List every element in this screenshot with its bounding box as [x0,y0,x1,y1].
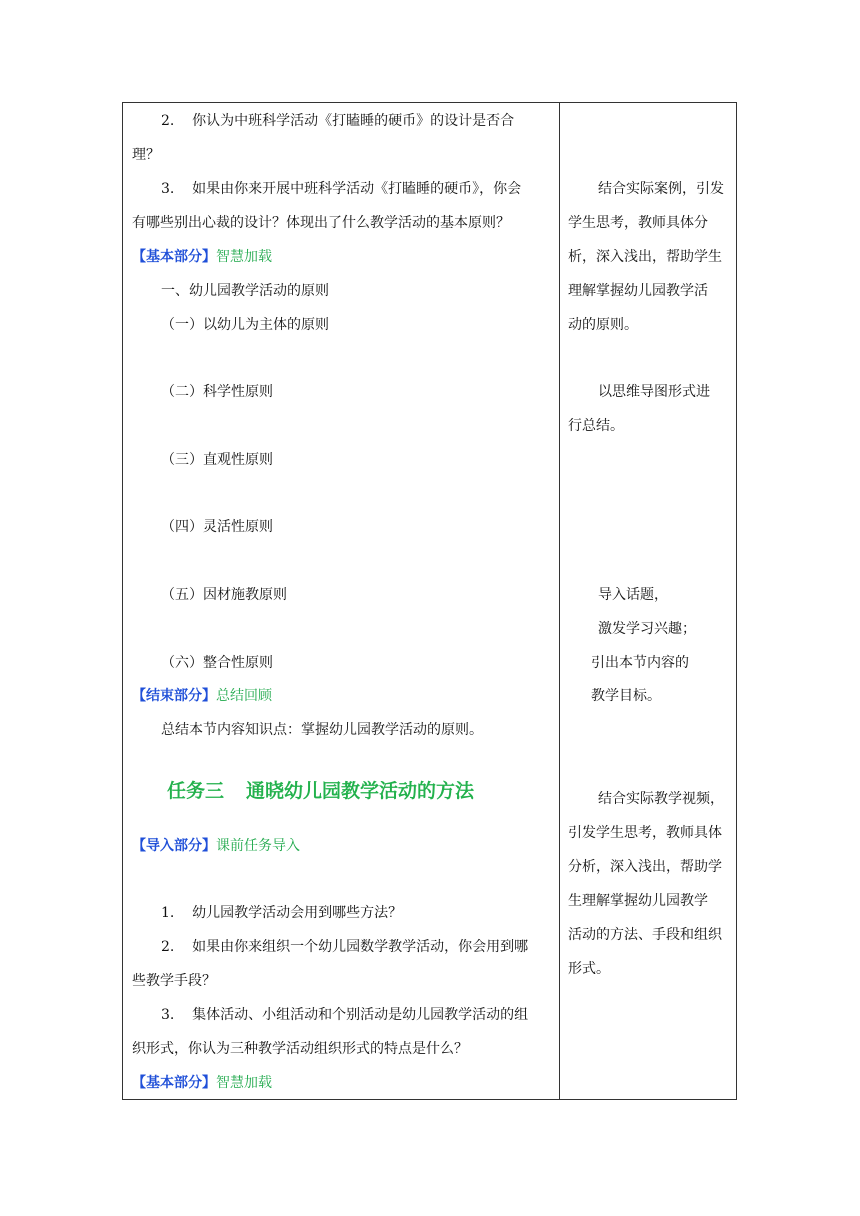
note-1-line-5: 动的原则。 [568,317,638,333]
question-3-line-1: 3. 如果由你来开展中班科学活动《打瞌睡的硬币》，你会 [161,181,522,197]
section-basic-2-label: 智慧加载 [216,1075,272,1091]
column-divider [559,103,560,1099]
method-question-2-line-1: 2. 如果由你来组织一个幼儿园数学教学活动，你会用到哪 [161,939,529,955]
section-basic-2 [132,1073,272,1093]
method-question-3-line-2: 织形式，你认为三种教学活动组织形式的特点是什么？ [132,1041,468,1057]
summary-text: 总结本节内容知识点：掌握幼儿园教学活动的原则。 [161,722,483,738]
note-3-line-2: 激发学习兴趣； [598,621,696,637]
note-4-line-5: 活动的方法、手段和组织 [568,927,722,943]
note-4-line-6: 形式。 [568,961,610,977]
section-intro-bracket: 【导入部分】 [132,838,216,854]
principle-5: （五）因材施教原则 [161,587,287,603]
task-heading [167,776,474,803]
principle-2: （二）科学性原则 [161,384,273,400]
note-1-line-2: 学生思考，教师具体分 [568,215,708,231]
question-3-line-2: 有哪些别出心裁的设计？体现出了什么教学活动的基本原则？ [132,215,510,231]
note-4-line-4: 生理解掌握幼儿园教学 [568,893,708,909]
method-question-1: 1. 幼儿园教学活动会用到哪些方法？ [161,905,403,921]
note-1-line-4: 理解掌握幼儿园教学活 [568,283,708,299]
task-heading-title: 通晓幼儿园教学活动的方法 [246,780,475,802]
principle-1: （一）以幼儿为主体的原则 [161,317,329,333]
section-basic-1-bracket: 【基本部分】 [132,249,216,265]
note-1-line-1: 结合实际案例，引发 [598,181,724,197]
question-2-line-2: 理？ [132,147,160,163]
lesson-plan-table [122,102,737,1100]
note-4-line-3: 分析，深入浅出，帮助学 [568,859,722,875]
note-2-line-2: 行总结。 [568,418,624,434]
note-4-line-2: 引发学生思考，教师具体 [568,825,722,841]
section-basic-1 [132,247,272,267]
principle-4: （四）灵活性原则 [161,519,273,535]
section-basic-1-label: 智慧加载 [216,249,272,265]
note-3-line-4: 教学目标。 [591,688,661,704]
note-2-line-1: 以思维导图形式进 [598,384,710,400]
section-end [132,686,272,706]
section-basic-2-bracket: 【基本部分】 [132,1075,216,1091]
principles-title: 一、幼儿园教学活动的原则 [161,283,329,299]
method-question-3-line-1: 3. 集体活动、小组活动和个别活动是幼儿园教学活动的组 [161,1007,529,1023]
note-3-line-1: 导入话题， [598,587,668,603]
section-end-bracket: 【结束部分】 [132,688,216,704]
note-3-line-3: 引出本节内容的 [591,655,689,671]
note-4-line-1: 结合实际教学视频， [598,791,724,807]
principle-3: （三）直观性原则 [161,452,273,468]
question-2-line-1: 2. 你认为中班科学活动《打瞌睡的硬币》的设计是否合 [161,113,515,129]
method-question-2-line-2: 些教学手段？ [132,973,216,989]
note-1-line-3: 析，深入浅出，帮助学生 [568,249,722,265]
section-end-label: 总结回顾 [216,688,272,704]
task-heading-number: 任务三 [167,780,225,802]
section-intro-label: 课前任务导入 [216,838,300,854]
section-intro [132,836,300,856]
principle-6: （六）整合性原则 [161,655,273,671]
